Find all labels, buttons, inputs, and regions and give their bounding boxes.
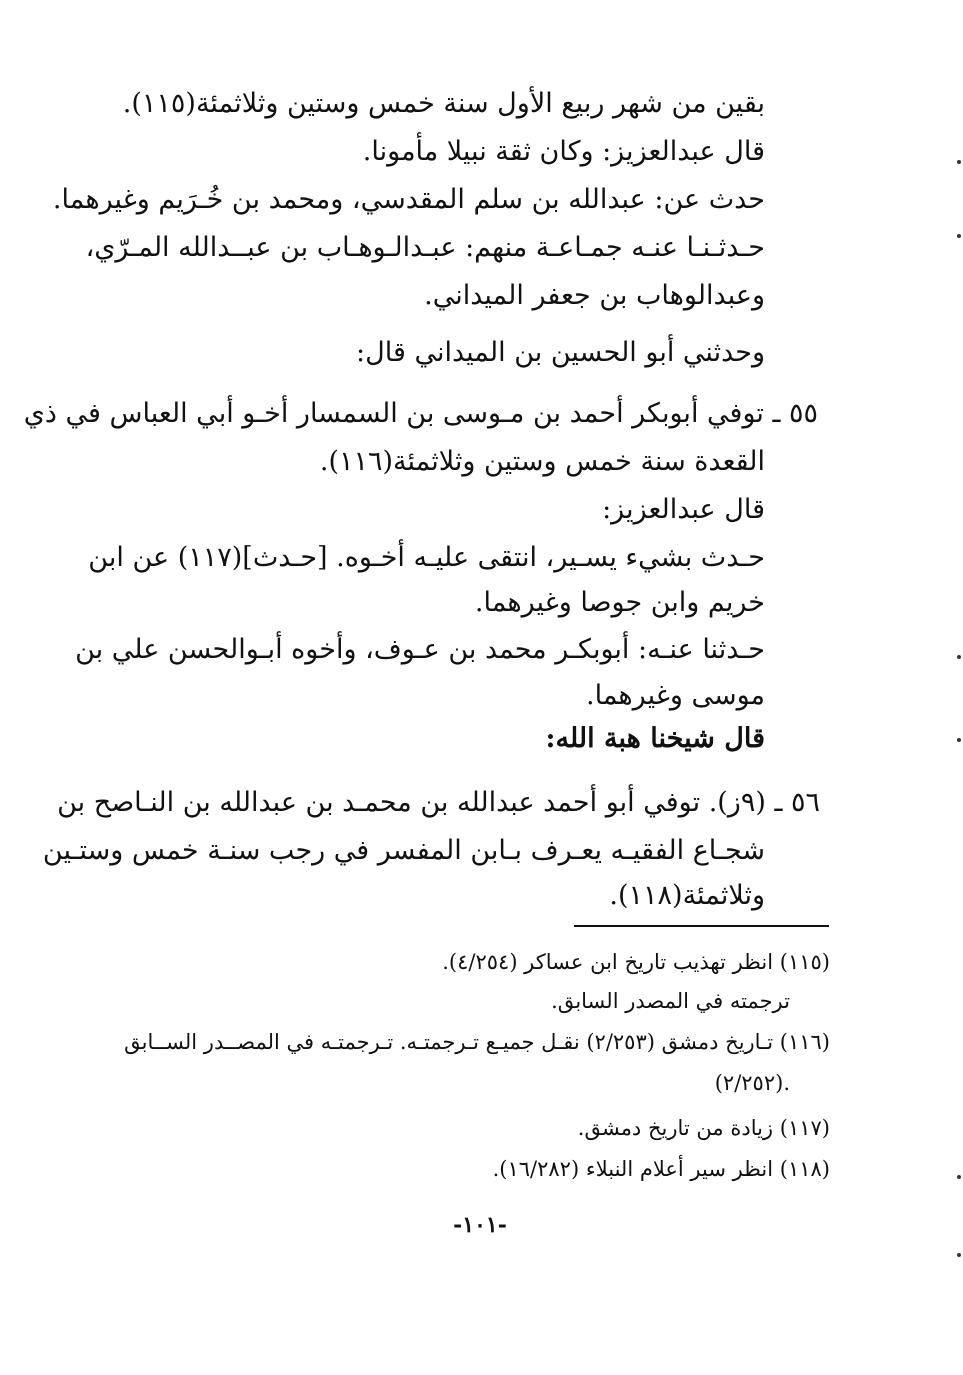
footnote-separator bbox=[574, 925, 829, 927]
text-line: وحدثني أبو الحسين بن الميداني قال: bbox=[356, 337, 765, 368]
scan-speck bbox=[957, 1253, 961, 1257]
entry-56-first-line: ٥٦ ـ (٩ز). توفي أبو أحمد عبدالله بن محمـد بن عبدالله بن النـاصح بن bbox=[57, 787, 820, 818]
text-line: وثلاثمئة(١١٨). bbox=[609, 880, 765, 911]
text-line: خريم وابن جوصا وغيرهما. bbox=[474, 587, 765, 618]
scan-speck bbox=[957, 738, 961, 742]
text-line: حـدثنا عنـه: أبوبكـر محمد بن عـوف، وأخوه أبـوالحسن علي بن bbox=[75, 634, 765, 665]
footnote: (١١٧) زيادة من تاريخ دمشق. bbox=[577, 1116, 830, 1140]
scan-speck bbox=[957, 1175, 961, 1179]
scan-speck bbox=[957, 655, 961, 659]
scan-speck bbox=[957, 234, 961, 238]
text-line: حدث عن: عبدالله بن سلم المقدسي، ومحمد بن خُـرَيم وغيرهما. bbox=[52, 184, 765, 215]
page-number: -١٠١- bbox=[453, 1212, 507, 1238]
text-line: شجـاع الفقيـه يعـرف بـابن المفسر في رجب سنـة خمس وستـين bbox=[42, 835, 765, 866]
footnote: (١١٨) انظر سير أعلام النبلاء (١٦/٢٨٢). bbox=[492, 1157, 830, 1181]
text-line: بقين من شهر ربيع الأول سنة خمس وستين وثلاثمئة(١١٥). bbox=[122, 88, 765, 119]
text-line: القعدة سنة خمس وستين وثلاثمئة(١١٦). bbox=[319, 446, 765, 477]
footnote: (٢/٢٥٢). bbox=[714, 1071, 790, 1095]
footnote: (١١٦) تـاريخ دمشق (٢/٢٥٣) نقـل جميـع تـرجمتـه. تـرجمتـه في المصــدر الســابق bbox=[124, 1030, 830, 1054]
entry-55-first-line: ٥٥ ـ توفي أبوبكر أحمد بن مـوسى بن السمسار أخـو أبي العباس في ذي bbox=[23, 398, 818, 429]
text-line: موسى وغيرهما. bbox=[586, 680, 765, 711]
footnote: ترجمته في المصدر السابق. bbox=[551, 989, 790, 1013]
text-line: قال شيخنا هبة الله: bbox=[545, 723, 765, 754]
footnote: (١١٥) انظر تهذيب تاريخ ابن عساكر (٤/٢٥٤). bbox=[442, 950, 830, 974]
text-line: حـدثـنـا عنـه جمـاعـة منهم: عبـدالـوهـاب بن عبــدالله المـرّي، bbox=[85, 232, 765, 263]
text-line: قال عبدالعزيز: bbox=[602, 494, 765, 525]
text-line: قال عبدالعزيز: وكان ثقة نبيلا مأمونا. bbox=[362, 136, 765, 167]
text-line: وعبدالوهاب بن جعفر الميداني. bbox=[424, 280, 765, 311]
text-line: حـدث بشيء يسـير، انتقى عليـه أخـوه. [حـدث](١١٧) عن ابن bbox=[88, 542, 765, 573]
scan-speck bbox=[957, 160, 961, 164]
